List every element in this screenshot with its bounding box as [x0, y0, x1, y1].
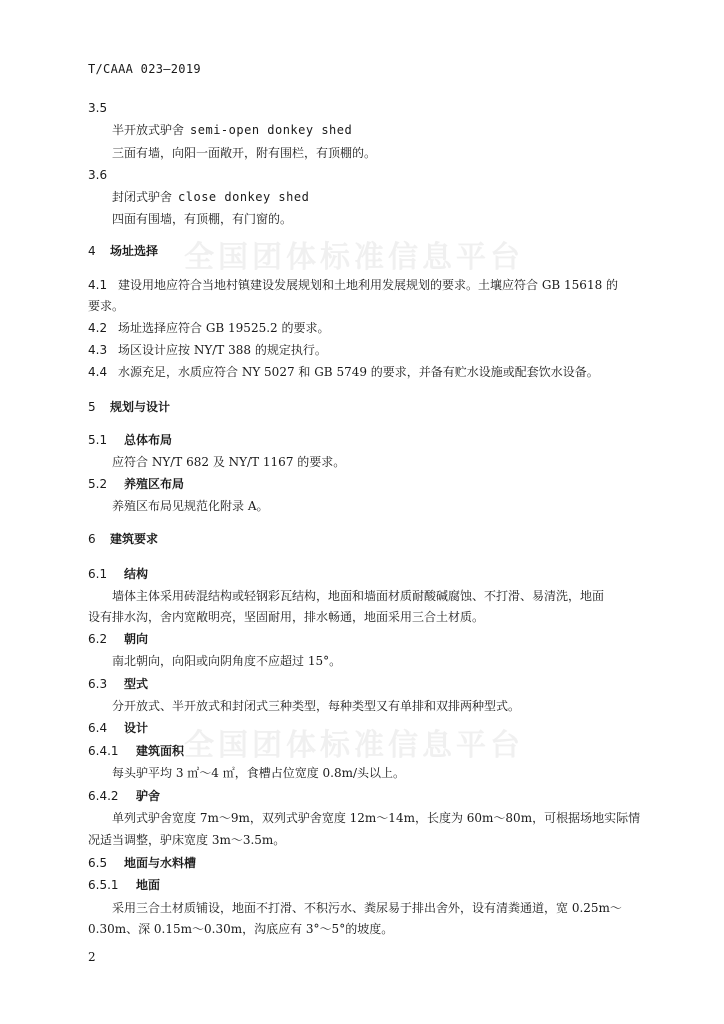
subsection-heading	[88, 631, 148, 647]
subsection-heading	[88, 855, 196, 871]
subsubsection-heading	[88, 788, 160, 804]
clause	[88, 320, 329, 336]
clause	[88, 277, 618, 293]
section-title: 规划与设计	[110, 400, 171, 414]
clause-number: 3.6	[88, 168, 108, 182]
clause-number: 4.2	[88, 321, 108, 335]
subsection-title: 养殖区布局	[124, 477, 185, 491]
section-number: 4	[88, 244, 96, 258]
clause-continuation: 况适当调整，驴床宽度 3m～3.5m。	[88, 833, 286, 847]
standard-code-header: T/CAAA 023—2019	[88, 62, 201, 76]
subsection-title: 型式	[124, 677, 149, 691]
subsubsection-title: 驴舍	[136, 789, 161, 803]
clause	[88, 342, 327, 358]
subsection-number: 6.2	[88, 632, 108, 646]
subsection-heading	[88, 720, 148, 736]
term-chinese: 半开放式驴舍	[112, 123, 185, 137]
subsection-heading	[88, 566, 148, 582]
clause-text: 南北朝向，向阳或向阴角度不应超过 15°。	[112, 654, 342, 668]
subsection-number: 6.3	[88, 677, 108, 691]
clause-number: 4.1	[88, 278, 108, 292]
clause-text: 采用三合土材质铺设，地面不打滑、不积污水、粪尿易于排出舍外，设有清粪通道，宽 0.25m～	[112, 901, 622, 915]
clause-text: 墙体主体采用砖混结构或轻钢彩瓦结构，地面和墙面材质耐酸碱腐蚀、不打滑、易清洗，地面	[112, 589, 605, 603]
subsection-number: 6.5	[88, 856, 108, 870]
clause-text: 分开放式、半开放式和封闭式三种类型，每种类型又有单排和双排两种型式。	[112, 699, 521, 713]
subsection-heading	[88, 476, 184, 492]
subsection-title: 朝向	[124, 632, 149, 646]
section-heading	[88, 243, 158, 259]
subsection-number: 5.1	[88, 433, 108, 447]
subsection-number: 6.4	[88, 721, 108, 735]
watermark-text: 全国团体标准信息平台	[184, 728, 524, 763]
clause-number: 3.5	[88, 101, 108, 115]
section-heading	[88, 531, 158, 547]
page-number: 2	[88, 950, 96, 964]
clause-text: 建设用地应符合当地村镇建设发展规划和土地利用发展规划的要求。土壤应符合 GB 15618 的	[118, 278, 619, 292]
term-english: semi-open donkey shed	[190, 123, 353, 137]
subsection-title: 总体布局	[124, 433, 173, 447]
subsection-heading	[88, 432, 172, 448]
section-title: 建筑要求	[110, 532, 159, 546]
section-heading	[88, 399, 170, 415]
subsection-number: 6.1	[88, 567, 108, 581]
watermark-text: 全国团体标准信息平台	[184, 240, 524, 275]
section-title: 场址选择	[110, 244, 159, 258]
subsection-title: 设计	[124, 721, 149, 735]
term-heading	[112, 189, 309, 205]
section-number: 5	[88, 400, 96, 414]
subsection-heading	[88, 676, 148, 692]
section-number: 6	[88, 532, 96, 546]
clause-text: 每头驴平均 3 ㎡～4 ㎡，食槽占位宽度 0.8m/头以上。	[112, 766, 406, 780]
subsection-number: 5.2	[88, 477, 108, 491]
term-heading	[112, 122, 352, 138]
term-english: close donkey shed	[178, 190, 310, 204]
clause-text: 水源充足，水质应符合 NY 5027 和 GB 5749 的要求，并备有贮水设施或配套饮水设备。	[118, 365, 599, 379]
subsubsection-number: 6.4.1	[88, 744, 119, 758]
clause-text: 单列式驴舍宽度 7m～9m，双列式驴舍宽度 12m～14m，长度为 60m～80m，可根据场地实际情	[112, 811, 641, 825]
subsubsection-heading	[88, 877, 160, 893]
subsubsection-number: 6.5.1	[88, 878, 119, 892]
subsection-title: 结构	[124, 567, 149, 581]
term-definition: 三面有墙，向阳一面敞开，附有围栏，有顶棚的。	[112, 146, 377, 160]
clause-number: 4.4	[88, 365, 108, 379]
clause-number: 4.3	[88, 343, 108, 357]
clause	[88, 364, 599, 380]
subsubsection-heading	[88, 743, 184, 759]
subsubsection-number: 6.4.2	[88, 789, 119, 803]
clause-text: 应符合 NY/T 682 及 NY/T 1167 的要求。	[112, 455, 346, 469]
clause-continuation: 要求。	[88, 299, 125, 313]
clause-continuation: 0.30m、深 0.15m～0.30m，沟底应有 3°～5°的坡度。	[88, 922, 394, 936]
term-chinese: 封闭式驴舍	[112, 190, 173, 204]
subsubsection-title: 地面	[136, 878, 161, 892]
subsection-title: 地面与水料槽	[124, 856, 197, 870]
clause-text: 养殖区布局见规范化附录 A。	[112, 499, 269, 513]
clause-text: 场区设计应按 NY/T 388 的规定执行。	[118, 343, 327, 357]
clause-continuation: 设有排水沟，舍内宽敞明亮，坚固耐用，排水畅通，地面采用三合土材质。	[88, 610, 485, 624]
subsubsection-title: 建筑面积	[136, 744, 185, 758]
term-definition: 四面有围墙，有顶棚，有门窗的。	[112, 212, 293, 226]
clause-text: 场址选择应符合 GB 19525.2 的要求。	[118, 321, 330, 335]
